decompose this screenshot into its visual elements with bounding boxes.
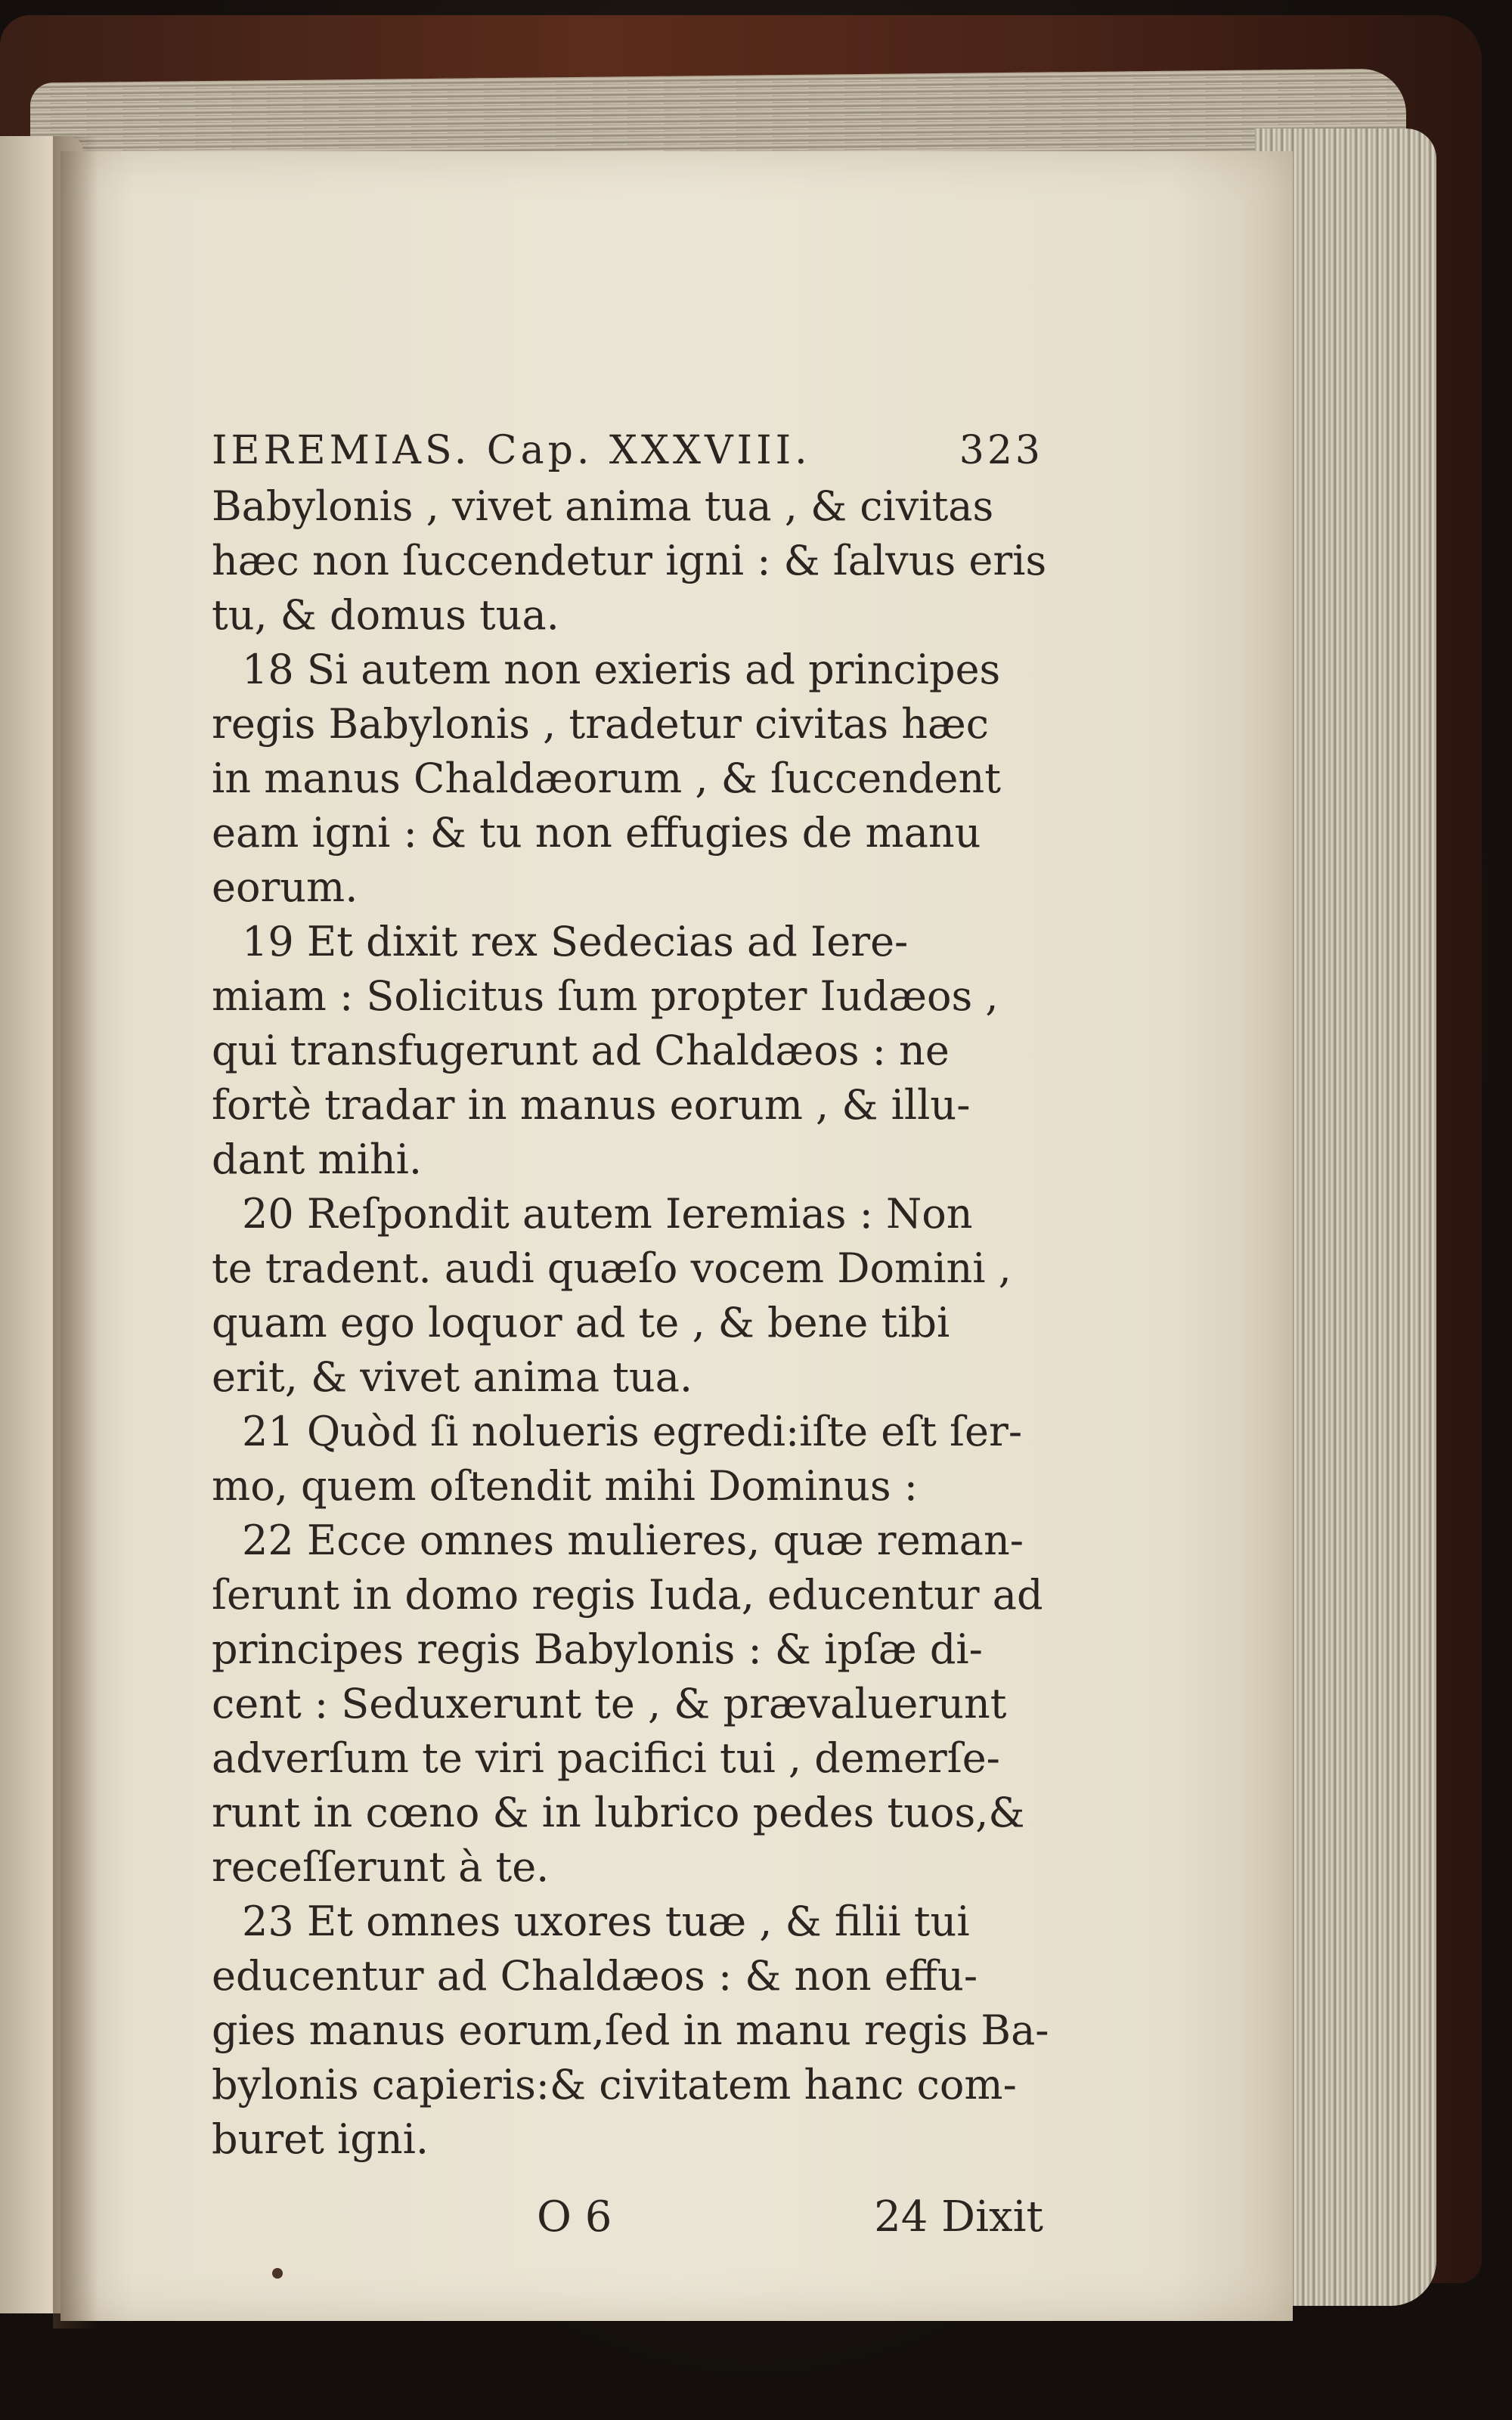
text-line: gies manus eorum,ſed in manu regis Ba- <box>212 2006 1049 2054</box>
text-line: 18 Si autem non exieris ad principes <box>242 646 1001 693</box>
text-line: qui transfugerunt ad Chaldæos : ne <box>212 1027 950 1074</box>
text-line: regis Babylonis , tradetur civitas hæc <box>212 700 990 748</box>
page-footer <box>212 2192 1043 2242</box>
text-line: mo, quem oſtendit mihi Dominus : <box>212 1462 918 1510</box>
text-line: fortè tradar in manus eorum , & illu- <box>212 1081 971 1129</box>
page-number: 323 <box>959 428 1043 473</box>
text-line: hæc non ſuccendetur igni : & ſalvus eris <box>212 537 1047 584</box>
text-line: 23 Et omnes uxores tuæ , & filii tui <box>242 1898 970 1945</box>
text-line: receſſerunt à te. <box>212 1843 550 1891</box>
text-line: quam ego loquor ad te , & bene tibi <box>212 1299 950 1346</box>
text-line: 19 Et dixit rex Sedecias ad Iere- <box>242 918 909 965</box>
running-title: IEREMIAS. Cap. XXXVIII. <box>212 428 811 473</box>
text-line: educentur ad Chaldæos : & non effu- <box>212 1952 978 2000</box>
ink-spot <box>272 2268 283 2279</box>
gutter-shadow <box>53 136 98 2329</box>
text-line: eam igni : & tu non effugies de manu <box>212 809 981 857</box>
running-header <box>212 423 1043 478</box>
signature-mark: O 6 <box>537 2192 612 2242</box>
text-line: dant mihi. <box>212 1136 423 1183</box>
text-line: bylonis capieris:& civitatem hanc com- <box>212 2061 1017 2109</box>
text-line: buret igni. <box>212 2115 429 2163</box>
catchword: 24 Dixit <box>874 2192 1043 2242</box>
text-line: 22 Ecce omnes mulieres, quæ reman- <box>242 1517 1024 1564</box>
text-line: 20 Reſpondit autem Ieremias : Non <box>242 1190 973 1238</box>
text-line: tu, & domus tua. <box>212 591 559 639</box>
text-line: runt in cœno & in lubrico pedes tuos,& <box>212 1789 1025 1836</box>
text-line: adverſum te viri pacifici tui , demerſe- <box>212 1734 1000 1782</box>
book-page <box>60 151 1293 2321</box>
text-lines <box>212 479 1049 2167</box>
text-line: cent : Seduxerunt te , & prævaluerunt <box>212 1680 1007 1727</box>
text-line: ſerunt in domo regis Iuda, educentur ad <box>212 1571 1043 1619</box>
text-line: principes regis Babylonis : & ipſæ di- <box>212 1625 983 1673</box>
text-line: in manus Chaldæorum , & ſuccendent <box>212 755 1001 802</box>
text-line: erit, & vivet anima tua. <box>212 1353 693 1401</box>
text-line: te tradent. audi quæſo vocem Domini , <box>212 1244 1012 1292</box>
text-line: Babylonis , vivet anima tua , & civitas <box>212 482 994 530</box>
text-line: 21 Quòd ſi nolueris egredi:iſte eſt ſer- <box>242 1408 1023 1455</box>
text-line: eorum. <box>212 863 358 911</box>
text-line: miam : Solicitus ſum propter Iudæos , <box>212 972 999 1020</box>
text-block <box>212 423 1049 2167</box>
